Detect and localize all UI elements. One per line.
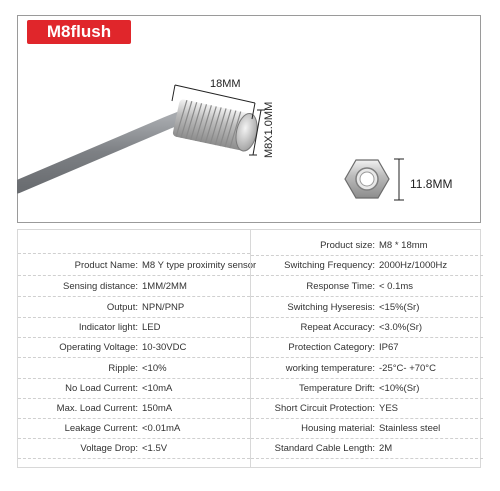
spec-row (251, 399, 483, 419)
thread-label: M8X1.0MM (263, 101, 275, 158)
spec-label: Voltage Drop: (80, 443, 138, 454)
spec-label: Short Circuit Protection: (274, 403, 375, 414)
spec-column-left (18, 230, 257, 467)
spec-row (18, 379, 250, 399)
spec-label: Repeat Accuracy: (300, 322, 375, 333)
spec-label: Standard Cable Length: (274, 443, 375, 454)
spec-column-right (250, 230, 483, 467)
spec-label: Ripple: (108, 363, 138, 374)
spec-value: 2M (379, 443, 393, 454)
spec-label: working temperature: (285, 363, 375, 374)
product-title-badge: M8flush (27, 20, 131, 44)
spec-row (251, 277, 483, 297)
spec-value: -25°C- +70°C (379, 363, 436, 374)
spec-value: 2000Hz/1000Hz (379, 260, 448, 271)
spec-value: <15%(Sr) (379, 302, 420, 313)
spec-value: <1.5V (142, 443, 168, 454)
spec-row (251, 256, 483, 276)
spec-value: YES (379, 403, 399, 414)
nut-size-label: 11.8MM (410, 177, 453, 191)
spec-label: Product Name: (74, 260, 138, 271)
spec-value: NPN/PNP (142, 302, 185, 313)
spec-row (251, 439, 483, 459)
spec-label: Switching Hyseresis: (287, 302, 375, 313)
spec-label: Sensing distance: (63, 281, 138, 292)
spec-row (18, 234, 250, 254)
spec-row (18, 298, 250, 318)
spec-label: Operating Voltage: (59, 342, 138, 353)
spec-row (18, 338, 250, 358)
spec-value: 150mA (142, 403, 173, 414)
spec-row (251, 338, 483, 358)
product-photo (17, 15, 481, 223)
spec-label: Output: (106, 302, 138, 313)
spec-label: Max. Load Current: (56, 403, 138, 414)
spec-value: IP67 (379, 342, 399, 353)
spec-value: <3.0%(Sr) (379, 322, 423, 333)
spec-value: <10% (142, 363, 167, 374)
spec-row (18, 318, 250, 338)
spec-value: LED (142, 322, 161, 333)
spec-row (18, 277, 250, 297)
spec-row (18, 399, 250, 419)
spec-row (18, 256, 257, 276)
spec-label: Product size: (320, 240, 375, 251)
spec-value: < 0.1ms (379, 281, 414, 292)
spec-row (251, 419, 483, 439)
spec-value: 10-30VDC (142, 342, 187, 353)
spec-row (251, 236, 483, 256)
spec-label: Leakage Current: (64, 423, 138, 434)
spec-value: Stainless steel (379, 423, 441, 434)
nut-dimension (394, 159, 404, 200)
spec-label: Indicator light: (78, 322, 138, 333)
spec-row (251, 318, 483, 338)
spec-value: <0.01mA (142, 423, 181, 434)
sensor-cable (17, 117, 182, 187)
spec-row (251, 379, 483, 399)
spec-label: Response Time: (306, 281, 375, 292)
spec-row (251, 298, 483, 318)
spec-value: <10%(Sr) (379, 383, 420, 394)
spec-label: Temperature Drift: (298, 383, 375, 394)
spec-value: <10mA (142, 383, 173, 394)
spec-table (17, 229, 481, 468)
spec-label: Housing material: (301, 423, 375, 434)
spec-value: M8 Y type proximity sensor (142, 260, 257, 271)
spec-row (18, 359, 250, 379)
length-label: 18MM (210, 78, 241, 90)
spec-row (251, 359, 483, 379)
spec-label: Switching Frequency: (284, 260, 375, 271)
sensor-body (172, 99, 260, 153)
spec-label: Protection Category: (288, 342, 375, 353)
hex-nut (345, 160, 389, 198)
spec-value: M8 * 18mm (379, 240, 428, 251)
spec-label: No Load Current: (65, 383, 138, 394)
spec-row (18, 439, 250, 459)
spec-row (18, 419, 250, 439)
spec-value: 1MM/2MM (142, 281, 187, 292)
